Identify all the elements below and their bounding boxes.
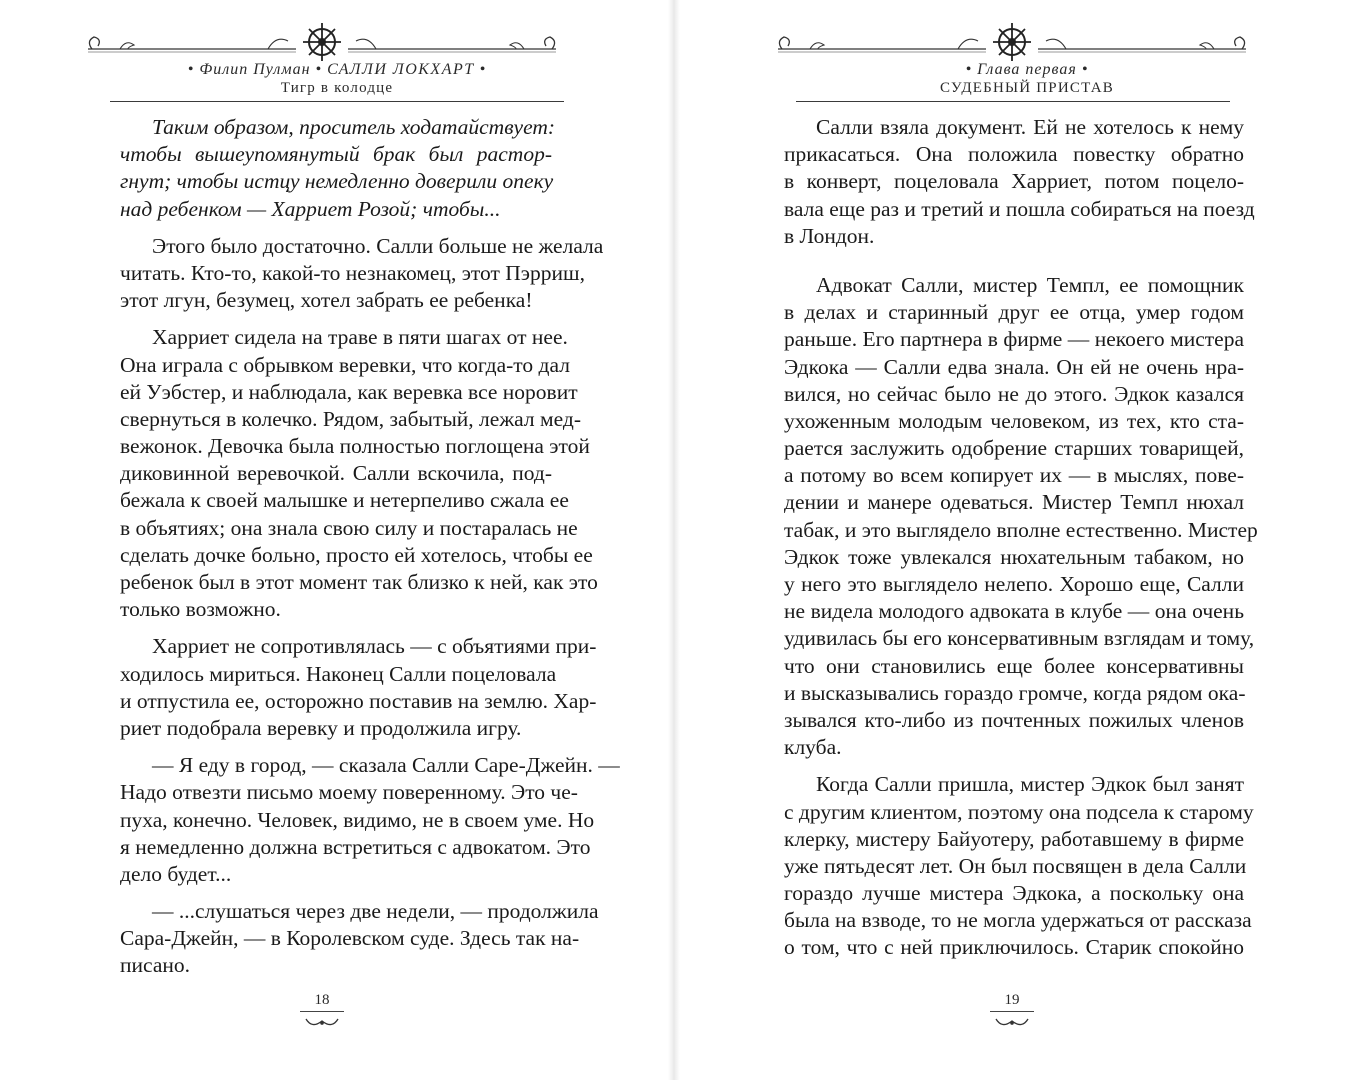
text-line: табак, и это выглядело вполне естественно. Мистер — [784, 517, 1258, 542]
bullet: • — [479, 61, 487, 78]
chapter-label: Глава первая — [977, 61, 1077, 78]
text-line: Салли взяла документ. Ей не хотелось к нему — [816, 115, 1244, 139]
text-line: а потому во всем копирует их — в мыслях, пове- — [784, 463, 1244, 488]
paragraph-spacing — [784, 250, 1244, 272]
text-line: ребенок был в этот момент так близко к ней, как это — [120, 570, 598, 594]
text-line: этот лгун, безумец, хотел забрать ее ребенка! — [120, 288, 533, 313]
quote-line: чтобы вышеупомянутый брак был растор- — [120, 142, 552, 167]
page-number-right — [987, 992, 1037, 1029]
text-line: только возможно. — [120, 597, 281, 622]
page-number: 18 — [314, 992, 330, 1008]
text-line: раньше. Его партнера в фирме — некоего мистера — [784, 327, 1244, 352]
paragraph-spacing — [120, 742, 552, 752]
text-line: дело будет... — [120, 861, 232, 886]
text-line: не видела молодого адвоката в клубе — она очень — [784, 599, 1244, 624]
text-line: Адвокат Салли, мистер Темпл, ее помощник — [816, 272, 1244, 297]
text-line: Она играла с обрывком веревки, что когда-то дал — [120, 352, 570, 377]
text-line: в объятиях; она знала свою силу и постаралась не — [120, 515, 578, 540]
text-line: Эдкока — Салли едва знала. Он ей не очень нра- — [784, 354, 1244, 379]
bullet: • — [965, 61, 973, 78]
text-line: сделать дочке больно, просто ей хотелось, чтобы ее — [120, 542, 593, 567]
text-line: — ...слушаться через две недели, — продолжила — [152, 899, 599, 924]
text-line: вился, но сейчас было не до этого. Эдкок казался — [784, 381, 1244, 406]
running-head-author-series — [0, 61, 674, 79]
text-line: ухоженным молодым человеком, из тех, кто ста- — [784, 408, 1244, 433]
left-body-text — [120, 114, 620, 980]
text-line: что они становились еще более консервативны — [784, 653, 1244, 678]
text-line: риет подобрала веревку и продолжила игру. — [120, 715, 522, 740]
quote-line: Таким образом, проситель ходатайствует: — [152, 115, 556, 139]
page-number: 19 — [1004, 992, 1020, 1008]
text-line: читать. Кто-то, какой-то незнакомец, этот Пэрриш, — [120, 260, 585, 285]
paragraph-spacing — [784, 761, 1244, 771]
text-line: диковинной веревочкой. Салли вскочила, под- — [120, 461, 552, 486]
header-rule — [796, 101, 1230, 102]
text-line: я немедленно должна встретиться с адвокатом. Это — [120, 834, 591, 859]
text-line: в конверт, поцеловала Харриет, потом поцело- — [784, 169, 1244, 194]
text-line: клерку, мистеру Байуотеру, работавшему в фирме — [784, 826, 1244, 851]
bullet: • — [1081, 61, 1089, 78]
text-line: рается заслужить одобрение старших товарищей, — [784, 436, 1244, 461]
text-line: Надо отвезти письмо моему поверенному. Это че- — [120, 780, 578, 805]
text-line: прикасаться. Она положила повестку обратно — [784, 142, 1244, 167]
text-line: у него это выглядело нелепо. Хорошо еще, Салли — [784, 572, 1244, 596]
page-number-left — [297, 992, 347, 1029]
text-line: удивилась бы его консервативным взглядам и тому, — [784, 626, 1255, 651]
text-line: свернуться в колечко. Рядом, забытый, лежал мед- — [120, 406, 581, 431]
author-name: Филип Пулман — [199, 61, 311, 78]
text-line: была на взводе, то не могла удержаться от рассказа — [784, 908, 1252, 933]
quote-line: гнут; чтобы истцу немедленно доверили опеку — [120, 169, 554, 194]
text-line: Сара-Джейн, — в Королевском суде. Здесь так на- — [120, 926, 580, 951]
header-rule — [110, 101, 564, 102]
text-line: в Лондон. — [784, 223, 875, 248]
text-line: Харриет не сопротивлялась — с объятиями при- — [152, 634, 597, 659]
text-line: Харриет сидела на траве в пяти шагах от нее. — [152, 325, 568, 350]
right-body-text — [784, 114, 1258, 962]
text-line: бежала к своей малышке и нетерпеливо сжала ее — [120, 488, 569, 513]
bullet: • — [315, 61, 323, 78]
text-line: о том, что с ней приключилось. Старик спокойно — [784, 935, 1244, 960]
text-line: писано. — [120, 953, 190, 978]
text-line: пуха, конечно. Человек, видимо, не в своем уме. Но — [120, 807, 595, 832]
paragraph-spacing — [120, 888, 552, 898]
running-head-chapter — [690, 61, 1348, 79]
text-line: вала еще раз и третий и пошла собираться на поезд — [784, 196, 1255, 221]
paragraph-spacing — [120, 623, 552, 633]
right-page — [674, 0, 1348, 1080]
text-line: вежонок. Девочка была полностью поглощена этой — [120, 434, 590, 459]
page-number-rule — [990, 1011, 1034, 1012]
text-line: дении и манере одеваться. Мистер Темпл нюхал — [784, 490, 1244, 515]
text-line: уже пятьдесят лет. Он был посвящен в дела Салли — [784, 853, 1247, 878]
running-head-chapter-title: СУДЕБНЫЙ ПРИСТАВ — [940, 80, 1114, 96]
text-line: гораздо лучше мистера Эдкока, а поскольку она — [784, 881, 1244, 906]
page-number-rule — [300, 1011, 344, 1012]
text-line: и высказывались гораздо громче, когда рядом ока- — [784, 680, 1246, 705]
text-line: в делах и старинный друг ее отца, умер годом — [784, 300, 1244, 325]
text-line: зывался кто-либо из почтенных пожилых членов — [784, 707, 1244, 732]
paragraph-spacing — [120, 314, 552, 324]
text-line: клуба. — [784, 735, 842, 760]
footer-ornament-icon — [992, 1015, 1032, 1029]
text-line: и отпустила ее, осторожно поставив на землю. Хар- — [120, 688, 597, 713]
series-name: САЛЛИ ЛОКХАРТ — [327, 61, 475, 78]
text-line: Эдкок тоже увлекался нюхательным табаком, но — [784, 544, 1244, 569]
text-line: Этого было достаточно. Салли больше не желала — [152, 233, 604, 258]
text-line: ходилось мириться. Наконец Салли поцеловала — [120, 661, 557, 686]
quote-line: над ребенком — Харриет Розой; чтобы... — [120, 196, 501, 221]
text-line: Когда Салли пришла, мистер Эдкок был занят — [816, 772, 1244, 797]
text-line: ей Уэбстер, и наблюдала, как веревка все норовит — [120, 379, 578, 404]
footer-ornament-icon — [302, 1015, 342, 1029]
text-line: с другим клиентом, поэтому она подсела к старому — [784, 799, 1254, 824]
bullet: • — [187, 61, 195, 78]
paragraph-spacing — [120, 223, 552, 233]
running-head-book-title: Тигр в колодце — [280, 80, 394, 96]
text-line: — Я еду в город, — сказала Салли Саре-Джейн. — — [152, 753, 620, 778]
